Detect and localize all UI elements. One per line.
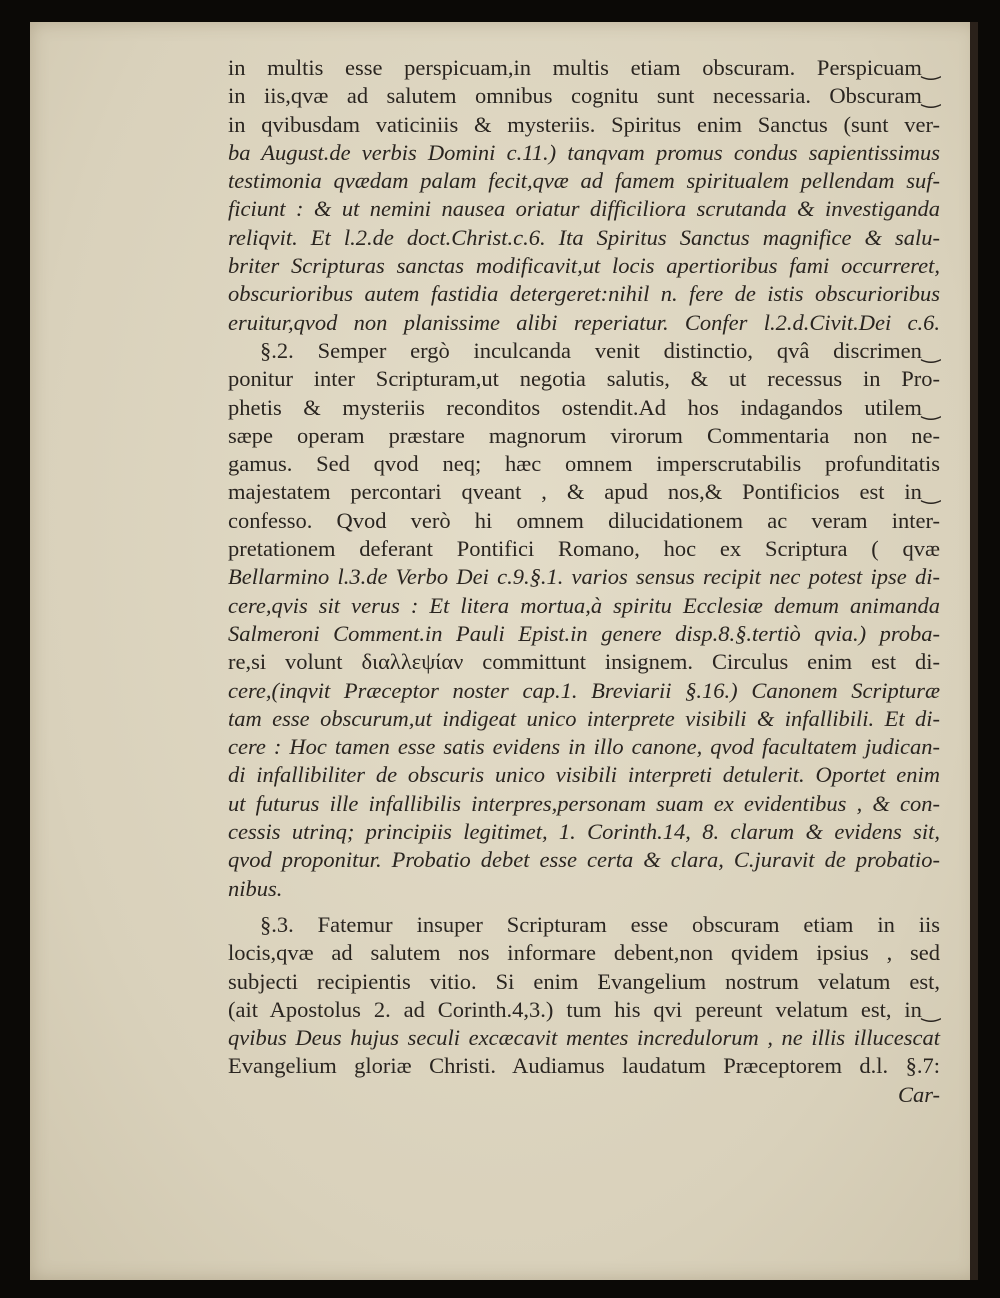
text-line: testimonia qvædam palam fecit,qvæ ad famem spiritualem pellendam suf-	[228, 168, 940, 194]
text-line: Bellarmino l.3.de Verbo Dei c.9.§.1. varios sensus recipit nec potest ipse di-	[228, 564, 940, 590]
text-line: sæpe operam præstare magnorum virorum Commentaria non ne-	[228, 422, 940, 448]
text-line: (ait Apostolus 2. ad Corinth.4,3.) tum his qvi pereunt velatum est, in‿	[228, 996, 940, 1022]
text-line: in iis,qvæ ad salutem omnibus cognitu sunt necessaria. Obscuram‿	[228, 83, 940, 109]
text-line: confesso. Qvod verò hi omnem dilucidationem ac veram inter-	[228, 507, 940, 533]
text-line: tam esse obscurum,ut indigeat unico interprete visibili & infallibili. Et di-	[228, 705, 940, 731]
text-line: cessis utrinq; principiis legitimet, 1. Corinth.14, 8. clarum & evidens sit,	[228, 819, 940, 845]
text-line: ut futurus ille infallibilis interpres,personam suam ex evidentibus , & con-	[228, 790, 940, 816]
text-line: re,si volunt διαλλεψίαν committunt insignem. Circulus enim est di-	[228, 649, 940, 675]
text-line: cere : Hoc tamen esse satis evidens in illo canone, qvod facultatem judican-	[228, 734, 940, 760]
text-line: pretationem deferant Pontifici Romano, hoc ex Scriptura ( qvæ	[228, 536, 940, 562]
page-edge-shadow	[970, 22, 978, 1280]
text-line: ba August.de verbis Domini c.11.) tanqvam promus condus sapientissimus	[228, 139, 940, 165]
text-line: majestatem percontari qveant , & apud nos,& Pontificios est in‿	[228, 479, 940, 505]
section-2-start: §.2. Semper ergò inculcanda venit distinctio, qvâ discrimen‿	[260, 337, 940, 363]
text-line: ficiunt : & ut nemini nausea oriatur difficiliora scrutanda & investiganda	[228, 196, 940, 222]
text-line: di infallibiliter de obscuris unico visibili interpreti detulerit. Oportet enim	[228, 762, 940, 788]
text-line: qvibus Deus hujus seculi excæcavit mentes incredulorum , ne illis illucescat	[228, 1025, 940, 1051]
text-line: Salmeroni Comment.in Pauli Epist.in genere disp.8.§.tertiò qvia.) proba-	[228, 620, 940, 646]
text-line: briter Scripturas sanctas modificavit,ut locis apertioribus fami occurreret,	[228, 253, 940, 279]
text-line: subjecti recipientis vitio. Si enim Evangelium nostrum velatum est,	[228, 968, 940, 994]
text-line: in multis esse perspicuam,in multis etiam obscuram. Perspicuam‿	[228, 55, 940, 80]
text-line: gamus. Sed qvod neq; hæc omnem imperscrutabilis profunditatis	[228, 451, 940, 477]
text-line: Evangelium gloriæ Christi. Audiamus laudatum Præceptorem d.l. §.7:	[228, 1053, 940, 1079]
text-line: obscurioribus autem fastidia detergeret:nihil n. fere de istis obscurioribus	[228, 281, 940, 307]
text-line: reliqvit. Et l.2.de doct.Christ.c.6. Ita Spiritus Sanctus magnifice & salu-	[228, 224, 940, 250]
text-line: phetis & mysteriis reconditos ostendit.Ad hos indagandos utilem‿	[228, 394, 940, 420]
catchword: Car-	[897, 1081, 940, 1107]
text-line: cere,qvis sit verus : Et litera mortua,à spiritu Ecclesiæ demum animanda	[228, 592, 940, 618]
text-line: cere,(inqvit Præceptor noster cap.1. Breviarii §.16.) Canonem Scripturæ	[228, 677, 940, 703]
text-line: locis,qvæ ad salutem nos informare debent,non qvidem ipsius , sed	[228, 940, 940, 966]
text-line: nibus.	[228, 875, 283, 901]
text-line: eruitur,qvod non planissime alibi reperiatur. Confer l.2.d.Civit.Dei c.6.	[228, 309, 940, 335]
body-text	[228, 54, 940, 1109]
text-line: in qvibusdam vaticiniis & mysteriis. Spiritus enim Sanctus (sunt ver-	[228, 111, 940, 137]
text-line: qvod proponitur. Probatio debet esse certa & clara, C.juravit de probatio-	[228, 847, 940, 873]
section-3-start: §.3. Fatemur insuper Scripturam esse obscuram etiam in iis	[260, 911, 940, 937]
text-line: ponitur inter Scripturam,ut negotia salutis, & ut recessus in Pro-	[228, 366, 940, 392]
